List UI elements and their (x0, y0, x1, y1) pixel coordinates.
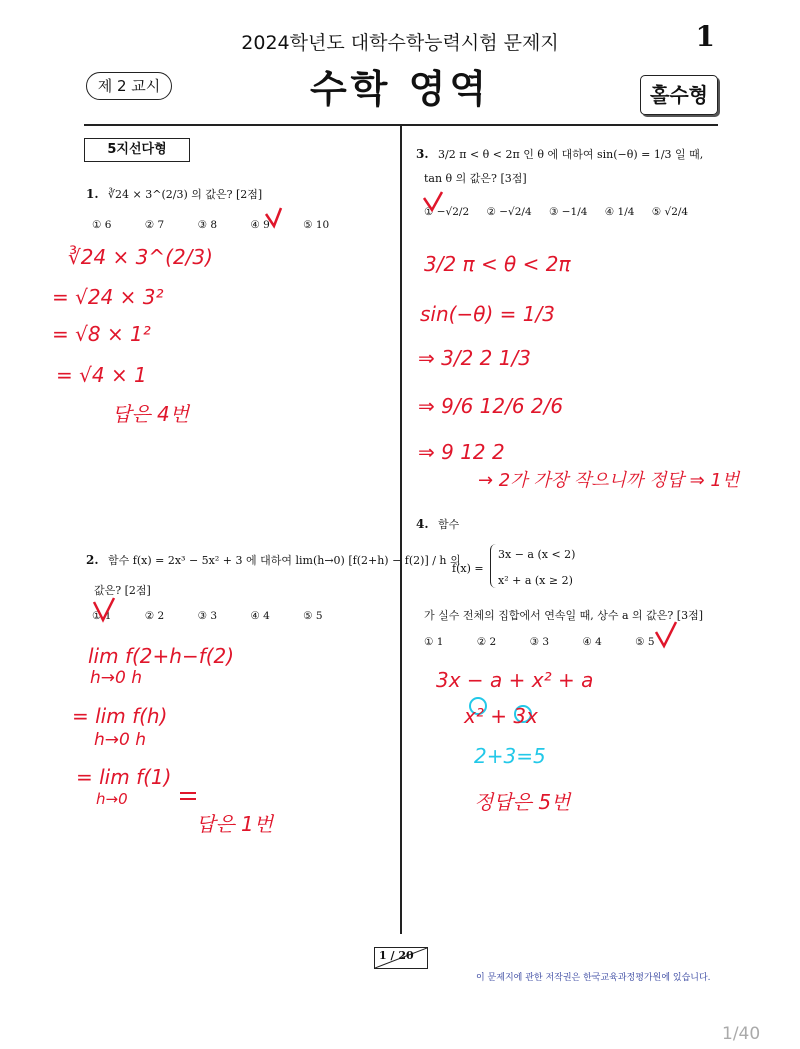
choice-2[interactable]: ② 7 (144, 219, 165, 231)
choice-4[interactable]: ④ 4 (250, 610, 270, 622)
hw-q2-line5: = lim f(1) (76, 765, 172, 789)
choice-5[interactable]: ⑤ 10 (303, 219, 330, 231)
hw-q4-line2: x² + 3x (464, 704, 538, 728)
hw-q2-line4: h→0 h (94, 730, 147, 750)
hw-q1-line3: = √8 × 1² (52, 322, 151, 346)
hw-q3-line5: ⇒ 9 12 2 (418, 440, 505, 464)
question-4-line2: 가 실수 전체의 집합에서 연속일 때, 상수 a 의 값은? [3점] (424, 609, 704, 622)
choice-1[interactable]: ① −√2/2 (424, 206, 470, 218)
hw-q3-line2: sin(−θ) = 1/3 (420, 302, 555, 326)
hw-q4-line1: 3x − a + x² + a (436, 668, 594, 692)
page-box-text: 1 / 20 (379, 949, 414, 962)
choice-1[interactable]: ① 1 (424, 636, 444, 648)
hw-q4-line3: 2+3=5 (474, 744, 546, 768)
hw-q2-line2: h→0 h (90, 668, 143, 688)
hw-q2-line1: lim f(2+h−f(2) (88, 644, 235, 668)
checkmark-q3 (424, 192, 442, 210)
hw-q2-line6: h→0 (96, 790, 128, 808)
choice-4[interactable]: ④ 9 (250, 219, 270, 231)
hw-q3-line3: ⇒ 3/2 2 1/3 (418, 346, 531, 370)
question-text: ∛24 × 3^(2/3) 의 값은? [2점] (108, 188, 263, 201)
function-label: f(x) = (452, 562, 484, 575)
choice-5[interactable]: ⑤ 5 (303, 610, 323, 622)
choice-4[interactable]: ④ 1/4 (604, 206, 635, 218)
session-badge: 제 2 교시 (86, 72, 172, 100)
hw-q3-answer: → 2가 가장 작으니까 정답 ⇒ 1번 (478, 470, 740, 491)
choice-2[interactable]: ② 2 (476, 636, 497, 648)
hw-q4-answer: 정답은 5번 (474, 790, 571, 814)
hw-q2-answer: 답은 1번 (196, 812, 274, 836)
question-2-line2: 값은? [2점] (94, 584, 151, 597)
choice-3[interactable]: ③ 8 (197, 219, 217, 231)
choice-5[interactable]: ⑤ 5 (635, 636, 655, 648)
question-number: 3. (416, 147, 429, 161)
hw-q1-line2: = √24 × 3² (52, 285, 164, 309)
checkmark-q1 (266, 208, 281, 226)
checkmark-q2 (94, 598, 114, 620)
page-indicator-box (374, 947, 428, 969)
hw-q1-line1: ∛24 × 3^(2/3) (68, 245, 213, 269)
question-text: 3/2 π < θ < 2π 인 θ 에 대하여 sin(−θ) = 1/3 일 때, (438, 148, 704, 161)
choice-3[interactable]: ③ 3 (197, 610, 217, 622)
choice-2[interactable]: ② 2 (144, 610, 165, 622)
checkmark-q4 (656, 622, 676, 646)
paper-type-badge: 홀수형 (640, 75, 718, 115)
hw-q1-answer: 답은 4번 (112, 402, 190, 426)
hw-q3-line1: 3/2 π < θ < 2π (424, 252, 571, 276)
question-text: 함수 (438, 518, 460, 531)
choice-3[interactable]: ③ −1/4 (548, 206, 588, 218)
viewer-page-indicator: 1/40 (722, 1024, 761, 1044)
hw-q3-line4: ⇒ 9/6 12/6 2/6 (418, 394, 564, 418)
subject-title: 수학 영역 (309, 67, 491, 111)
choice-1[interactable]: ① 1 (92, 610, 112, 622)
question-text: 함수 f(x) = 2x³ − 5x² + 3 에 대하여 lim(h→0) [f(2+h) − f(2)] / h 의 (108, 554, 461, 567)
hw-q2-line3: = lim f(h) (72, 704, 168, 728)
piece-2: x² + a (x ≥ 2) (498, 574, 573, 587)
question-3-line2: tan θ 의 값은? [3점] (424, 172, 527, 185)
exam-title: 2024학년도 대학수학능력시험 문제지 (241, 32, 559, 54)
choice-1[interactable]: ① 6 (92, 219, 112, 231)
question-number: 1. (86, 187, 99, 201)
choice-5[interactable]: ⑤ √2/4 (651, 206, 689, 218)
choice-2[interactable]: ② −√2/4 (486, 206, 532, 218)
question-number: 2. (86, 553, 99, 567)
piece-1: 3x − a (x < 2) (498, 548, 576, 561)
choice-3[interactable]: ③ 3 (529, 636, 549, 648)
underline-mark (180, 793, 196, 799)
copyright-notice: 이 문제지에 관한 저작권은 한국교육과정평가원에 있습니다. (476, 973, 711, 983)
hw-q1-line4: = √4 × 1 (56, 363, 147, 387)
page-number: 1 (695, 20, 715, 53)
section-label: 5지선다형 (84, 138, 190, 162)
choice-4[interactable]: ④ 4 (582, 636, 602, 648)
question-number: 4. (416, 517, 429, 531)
